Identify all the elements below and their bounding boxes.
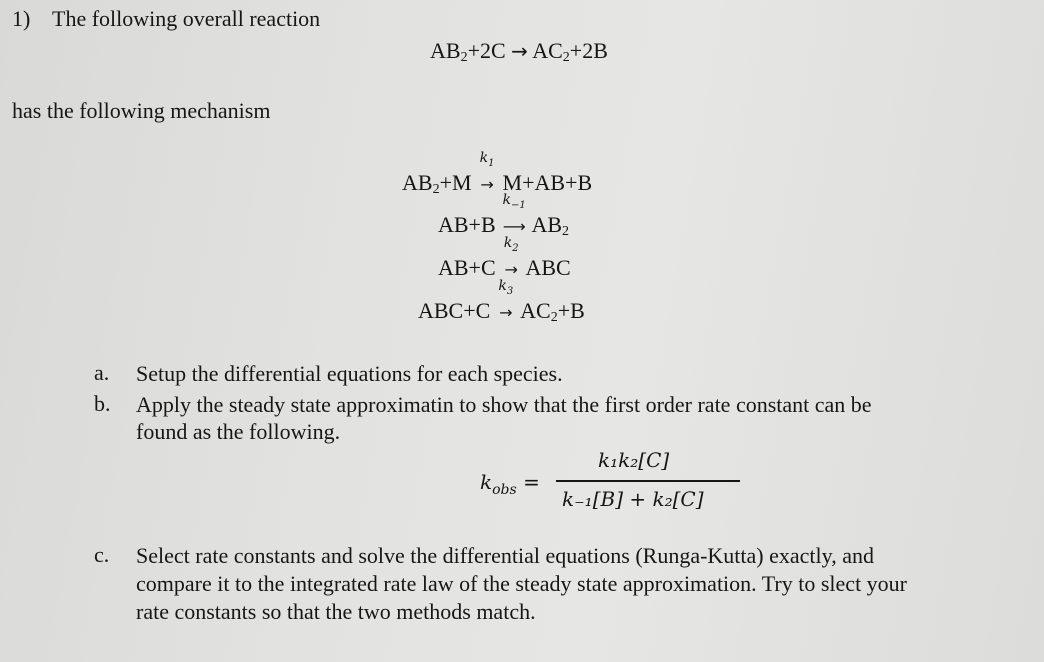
part-c-label: c. — [94, 542, 110, 567]
part-a-text: Setup the differential equations for each species. — [136, 361, 563, 386]
part-b-label: b. — [94, 391, 111, 416]
step-arrow-group — [496, 278, 516, 324]
overall-product-b: +2B — [569, 38, 608, 63]
fraction-bar — [556, 480, 740, 482]
step-rhs: M+AB+B — [502, 170, 593, 195]
step-rhs-sub: 2 — [550, 310, 558, 325]
question-intro: The following overall reaction — [52, 6, 321, 31]
rate-constant-label: $k_1$ — [479, 150, 495, 169]
rate-constant-label: $k_{-1}$ — [502, 192, 526, 211]
part-a-label: a. — [94, 360, 110, 385]
part-b-line-1: Apply the steady state approximatin to show that the first order rate constant can be — [136, 392, 872, 417]
part-c-line-1: Select rate constants and solve the differential equations (Runga-Kutta) exactly, and — [136, 543, 874, 568]
part-b-line-2: found as the following. — [136, 419, 341, 444]
kobs-lhs: $k_{obs}$ = — [480, 470, 540, 498]
step-arrow-group — [477, 150, 497, 196]
step-lhs-rest: +M — [439, 170, 472, 195]
rate-constant-label: $k_3$ — [498, 278, 514, 297]
overall-reactant-b: +2C — [467, 38, 506, 63]
step-rhs: ABC — [525, 255, 571, 280]
step-rhs: AB — [531, 212, 563, 237]
step-lhs: AB — [402, 170, 433, 195]
part-c-line-3: rate constants so that the two methods match. — [136, 599, 536, 624]
overall-reactant-a-sub: 2 — [460, 50, 468, 65]
reaction-arrow: → — [499, 303, 513, 322]
overall-product-a: AC — [532, 38, 563, 63]
mechanism-step-1 — [402, 150, 593, 197]
part-c-line-2: compare it to the integrated rate law of the steady state approximation. Try to slect your — [136, 571, 908, 596]
mechanism-step-4 — [418, 278, 585, 325]
step-lhs: AB+C — [438, 255, 496, 280]
overall-reaction — [430, 38, 608, 64]
overall-reactant-a: AB — [430, 38, 461, 63]
question-number: 1) — [12, 6, 31, 31]
step-rhs-rest: +B — [557, 298, 585, 323]
overall-product-a-sub: 2 — [562, 50, 570, 65]
equals-sign: = — [523, 470, 540, 494]
mechanism-intro: has the following mechanism — [12, 98, 271, 123]
step-lhs-sub: 2 — [432, 182, 440, 197]
formula-numerator: k₁k₂[C] — [598, 448, 670, 472]
step-rhs: AC — [520, 298, 551, 323]
reaction-arrow: → — [480, 175, 494, 194]
overall-arrow: → — [511, 39, 528, 63]
step-lhs: ABC+C — [418, 298, 491, 323]
step-rhs-sub: 2 — [562, 224, 570, 239]
rate-constant-label: $k_2$ — [503, 235, 519, 254]
formula-denominator: k₋₁[B] + k₂[C] — [562, 487, 704, 511]
step-lhs: AB+B — [438, 212, 496, 237]
reaction-arrow: → — [504, 260, 518, 279]
reaction-arrow: ⟶ — [502, 217, 526, 236]
